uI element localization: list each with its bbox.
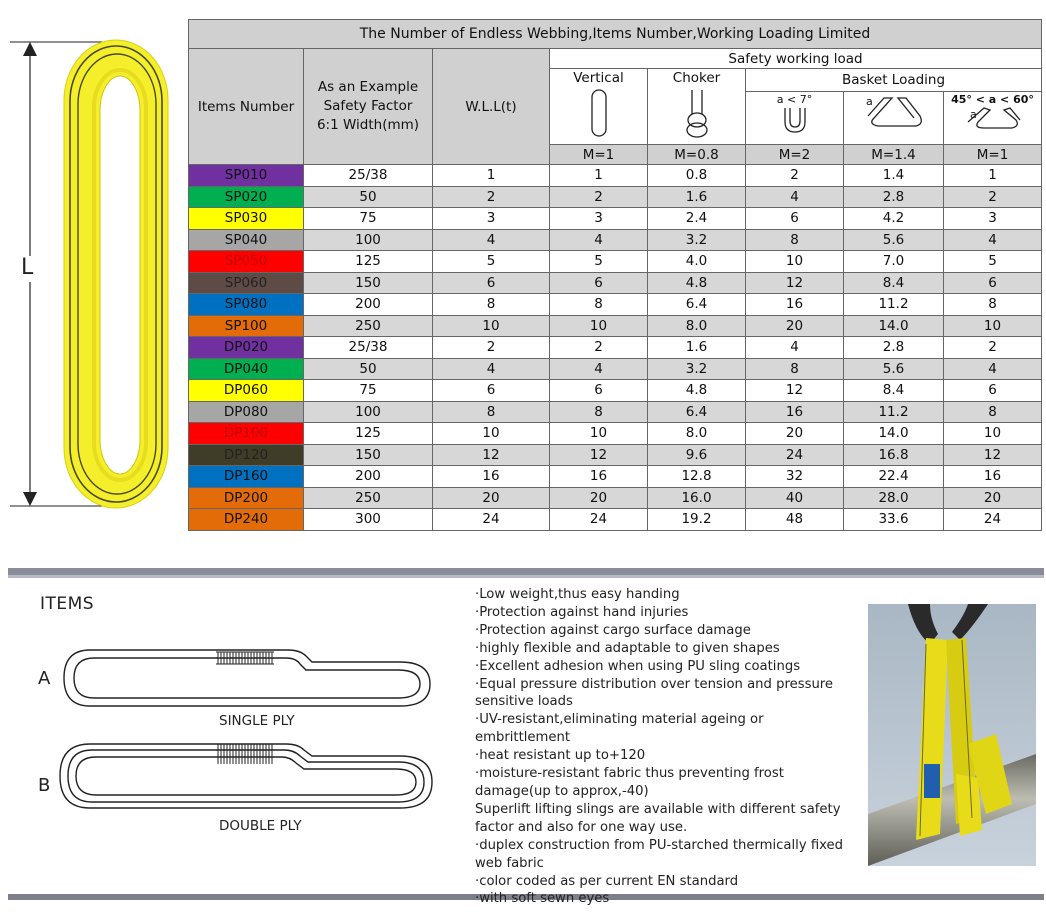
sling-lifting-photo <box>868 604 1036 866</box>
feature-list <box>475 586 860 908</box>
cell-basket-u: 24 <box>746 444 844 466</box>
cell-basket-1: 2.8 <box>844 186 944 208</box>
basket-u-icon <box>775 106 815 134</box>
cell-basket-2: 4 <box>944 229 1042 251</box>
cell-choker: 6.4 <box>648 294 746 316</box>
cell-basket-2: 2 <box>944 337 1042 359</box>
table-row <box>189 401 1042 423</box>
cell-basket-1: 11.2 <box>844 294 944 316</box>
table-row <box>189 337 1042 359</box>
feature-item: ·highly flexible and adaptable to given shapes <box>475 640 780 656</box>
cell-width: 125 <box>304 423 433 445</box>
table-row <box>189 272 1042 294</box>
cell-basket-2: 10 <box>944 315 1042 337</box>
header-vertical: Vertical <box>550 69 648 145</box>
cell-basket-u: 8 <box>746 229 844 251</box>
cell-choker: 6.4 <box>648 401 746 423</box>
m-factor-vertical: M=1 <box>550 145 648 165</box>
cell-basket-1: 22.4 <box>844 466 944 488</box>
feature-item: ·Low weight,thus easy handing <box>475 587 680 602</box>
cell-vertical: 5 <box>550 251 648 273</box>
table-row <box>189 444 1042 466</box>
header-wll: W.L.L(t) <box>433 49 550 165</box>
header-basket-angle: 45° < a < 60° a <box>944 91 1042 144</box>
feature-item: Superlift lifting slings are available with different safety factor and also for one way use. <box>475 801 841 835</box>
cell-basket-2: 1 <box>944 165 1042 187</box>
cell-basket-u: 12 <box>746 380 844 402</box>
item-number-cell: DP020 <box>189 337 304 359</box>
table-row <box>189 315 1042 337</box>
cell-width: 250 <box>304 487 433 509</box>
cell-basket-1: 14.0 <box>844 423 944 445</box>
cell-wll: 10 <box>433 423 550 445</box>
cell-vertical: 20 <box>550 487 648 509</box>
cell-basket-2: 5 <box>944 251 1042 273</box>
cell-basket-2: 10 <box>944 423 1042 445</box>
cell-choker: 8.0 <box>648 315 746 337</box>
cell-basket-u: 20 <box>746 423 844 445</box>
cell-vertical: 16 <box>550 466 648 488</box>
cell-width: 100 <box>304 401 433 423</box>
items-title: ITEMS <box>40 594 95 614</box>
cell-basket-u: 40 <box>746 487 844 509</box>
cell-width: 50 <box>304 186 433 208</box>
item-number-cell: DP080 <box>189 401 304 423</box>
cell-basket-1: 8.4 <box>844 272 944 294</box>
table-row <box>189 466 1042 488</box>
cell-choker: 2.4 <box>648 208 746 230</box>
cell-wll: 8 <box>433 294 550 316</box>
cell-wll: 16 <box>433 466 550 488</box>
single-ply-label: SINGLE PLY <box>219 713 295 729</box>
cell-width: 250 <box>304 315 433 337</box>
cell-choker: 4.0 <box>648 251 746 273</box>
header-safety-working-load: Safety working load <box>550 49 1042 69</box>
length-label: L <box>21 255 34 280</box>
table-row <box>189 380 1042 402</box>
cell-wll: 6 <box>433 380 550 402</box>
cell-width: 75 <box>304 208 433 230</box>
cell-basket-u: 48 <box>746 509 844 531</box>
cell-basket-1: 5.6 <box>844 358 944 380</box>
cell-vertical: 10 <box>550 423 648 445</box>
double-ply-diagram <box>60 744 432 808</box>
table-row <box>189 186 1042 208</box>
cell-basket-1: 2.8 <box>844 337 944 359</box>
cell-basket-2: 20 <box>944 487 1042 509</box>
cell-wll: 6 <box>433 272 550 294</box>
choker-sling-icon <box>680 88 714 140</box>
cell-vertical: 6 <box>550 380 648 402</box>
cell-basket-u: 4 <box>746 186 844 208</box>
cell-basket-1: 1.4 <box>844 165 944 187</box>
cell-basket-2: 12 <box>944 444 1042 466</box>
cell-choker: 9.6 <box>648 444 746 466</box>
item-number-cell: DP060 <box>189 380 304 402</box>
cell-basket-2: 6 <box>944 272 1042 294</box>
cell-basket-u: 6 <box>746 208 844 230</box>
cell-basket-u: 12 <box>746 272 844 294</box>
cell-wll: 20 <box>433 487 550 509</box>
cell-vertical: 1 <box>550 165 648 187</box>
m-factor-basket-angle: M=1 <box>944 145 1042 165</box>
cell-basket-2: 6 <box>944 380 1042 402</box>
cell-vertical: 8 <box>550 401 648 423</box>
header-width: As an Example Safety Factor 6:1 Width(mm) <box>304 49 433 165</box>
cell-basket-2: 2 <box>944 186 1042 208</box>
basket-angle-icon <box>958 106 1028 130</box>
table-body <box>189 165 1042 531</box>
cell-basket-2: 8 <box>944 294 1042 316</box>
cell-basket-2: 4 <box>944 358 1042 380</box>
item-number-cell: SP040 <box>189 229 304 251</box>
item-number-cell: DP100 <box>189 423 304 445</box>
cell-choker: 1.6 <box>648 186 746 208</box>
cell-wll: 2 <box>433 186 550 208</box>
cell-wll: 4 <box>433 229 550 251</box>
feature-item: ·moisture-resistant fabric thus preventing frost damage(up to approx,-40) <box>475 766 784 799</box>
feature-item: ·color coded as per current EN standard <box>475 873 739 889</box>
cell-wll: 3 <box>433 208 550 230</box>
feature-item: ·Protection against hand injuries <box>475 604 689 620</box>
header-basket-wide: a <box>844 91 944 144</box>
spec-table <box>188 19 1042 531</box>
section-divider-top <box>8 568 1044 578</box>
cell-basket-2: 8 <box>944 401 1042 423</box>
cell-basket-1: 8.4 <box>844 380 944 402</box>
cell-choker: 3.2 <box>648 229 746 251</box>
m-factor-basket-u: M=2 <box>746 145 844 165</box>
vertical-sling-icon <box>584 88 614 140</box>
header-basket-loading: Basket Loading <box>746 69 1042 92</box>
cell-basket-2: 16 <box>944 466 1042 488</box>
cell-wll: 12 <box>433 444 550 466</box>
item-number-cell: DP240 <box>189 509 304 531</box>
cell-wll: 4 <box>433 358 550 380</box>
cell-basket-u: 32 <box>746 466 844 488</box>
cell-basket-u: 20 <box>746 315 844 337</box>
cell-wll: 8 <box>433 401 550 423</box>
cell-basket-u: 16 <box>746 294 844 316</box>
table-row <box>189 208 1042 230</box>
item-number-cell: DP120 <box>189 444 304 466</box>
cell-vertical: 8 <box>550 294 648 316</box>
feature-item: ·Equal pressure distribution over tension and pressure sensitive loads <box>475 676 834 710</box>
cell-choker: 19.2 <box>648 509 746 531</box>
feature-item: ·Excellent adhesion when using PU sling coatings <box>475 658 801 674</box>
cell-basket-1: 28.0 <box>844 487 944 509</box>
cell-wll: 2 <box>433 337 550 359</box>
label-a: A <box>38 668 51 689</box>
table-row <box>189 358 1042 380</box>
cell-choker: 3.2 <box>648 358 746 380</box>
cell-width: 100 <box>304 229 433 251</box>
cell-width: 125 <box>304 251 433 273</box>
cell-vertical: 10 <box>550 315 648 337</box>
cell-width: 50 <box>304 358 433 380</box>
cell-basket-2: 24 <box>944 509 1042 531</box>
cell-choker: 4.8 <box>648 380 746 402</box>
item-number-cell: SP100 <box>189 315 304 337</box>
cell-choker: 12.8 <box>648 466 746 488</box>
cell-width: 75 <box>304 380 433 402</box>
item-number-cell: DP040 <box>189 358 304 380</box>
cell-width: 200 <box>304 466 433 488</box>
cell-basket-1: 14.0 <box>844 315 944 337</box>
cell-wll: 24 <box>433 509 550 531</box>
cell-width: 150 <box>304 444 433 466</box>
cell-basket-u: 8 <box>746 358 844 380</box>
cell-choker: 16.0 <box>648 487 746 509</box>
cell-vertical: 4 <box>550 358 648 380</box>
cell-vertical: 3 <box>550 208 648 230</box>
cell-basket-2: 3 <box>944 208 1042 230</box>
table-row <box>189 229 1042 251</box>
label-b: B <box>38 775 51 796</box>
table-row <box>189 423 1042 445</box>
item-number-cell: DP160 <box>189 466 304 488</box>
cell-basket-1: 16.8 <box>844 444 944 466</box>
single-ply-diagram <box>64 650 430 706</box>
m-factor-choker: M=0.8 <box>648 145 746 165</box>
cell-wll: 10 <box>433 315 550 337</box>
table-row <box>189 165 1042 187</box>
cell-choker: 4.8 <box>648 272 746 294</box>
cell-vertical: 4 <box>550 229 648 251</box>
item-number-cell: DP200 <box>189 487 304 509</box>
cell-choker: 1.6 <box>648 337 746 359</box>
cell-basket-1: 4.2 <box>844 208 944 230</box>
table-row <box>189 487 1042 509</box>
cell-vertical: 12 <box>550 444 648 466</box>
cell-basket-u: 2 <box>746 165 844 187</box>
header-basket-u: a < 7° <box>746 91 844 144</box>
feature-item: ·Protection against cargo surface damage <box>475 622 751 638</box>
cell-width: 200 <box>304 294 433 316</box>
double-ply-label: DOUBLE PLY <box>219 818 302 834</box>
header-items-number: Items Number <box>189 49 304 165</box>
cell-vertical: 6 <box>550 272 648 294</box>
cell-vertical: 2 <box>550 186 648 208</box>
cell-basket-u: 4 <box>746 337 844 359</box>
item-number-cell: SP010 <box>189 165 304 187</box>
cell-vertical: 2 <box>550 337 648 359</box>
cell-basket-1: 7.0 <box>844 251 944 273</box>
cell-width: 150 <box>304 272 433 294</box>
feature-item: ·with soft sewn eyes <box>475 891 610 907</box>
cell-choker: 0.8 <box>648 165 746 187</box>
feature-item: ·heat resistant up to+120 <box>475 748 646 764</box>
m-factor-basket-wide: M=1.4 <box>844 145 944 165</box>
cell-basket-1: 5.6 <box>844 229 944 251</box>
cell-width: 25/38 <box>304 165 433 187</box>
cell-choker: 8.0 <box>648 423 746 445</box>
cell-basket-u: 16 <box>746 401 844 423</box>
table-title: The Number of Endless Webbing,Items Number,Working Loading Limited <box>189 20 1042 49</box>
table-row <box>189 251 1042 273</box>
feature-item: ·UV-resistant,eliminating material ageing or embrittlement <box>475 712 764 746</box>
cell-basket-1: 11.2 <box>844 401 944 423</box>
cell-width: 300 <box>304 509 433 531</box>
cell-basket-u: 10 <box>746 251 844 273</box>
item-number-cell: SP020 <box>189 186 304 208</box>
cell-wll: 5 <box>433 251 550 273</box>
table-row <box>189 509 1042 531</box>
item-number-cell: SP050 <box>189 251 304 273</box>
feature-item: ·duplex construction from PU-starched thermically fixed web fabric <box>475 837 844 871</box>
cell-basket-1: 33.6 <box>844 509 944 531</box>
header-choker: Choker <box>648 69 746 145</box>
cell-vertical: 24 <box>550 509 648 531</box>
table-row <box>189 294 1042 316</box>
item-number-cell: SP030 <box>189 208 304 230</box>
cell-width: 25/38 <box>304 337 433 359</box>
item-number-cell: SP060 <box>189 272 304 294</box>
item-number-cell: SP080 <box>189 294 304 316</box>
cell-wll: 1 <box>433 165 550 187</box>
ply-diagrams <box>30 640 450 840</box>
